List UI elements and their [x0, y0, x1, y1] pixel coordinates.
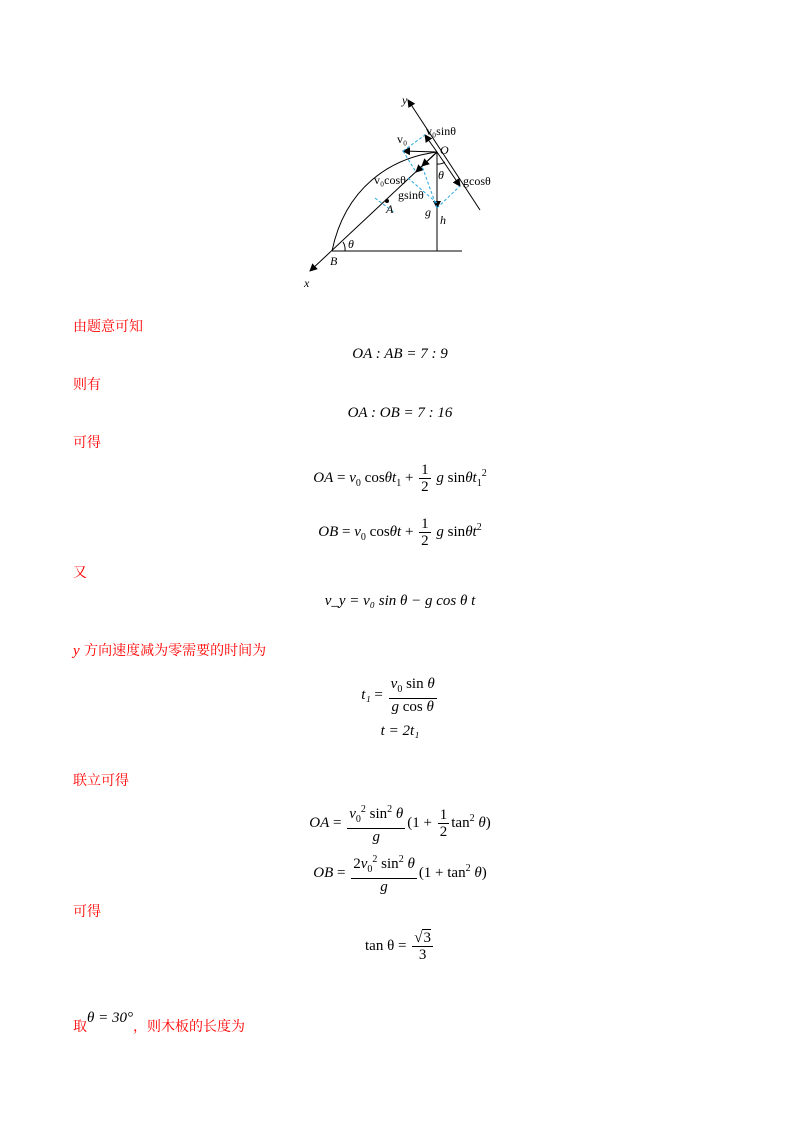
label-h: h [440, 213, 446, 227]
label-y-var: y [73, 643, 80, 659]
incline-diagram [290, 88, 520, 293]
label-take-theta [73, 1010, 245, 1036]
equation-t1: t₁ = $\frac{v_0 \sin \theta}{\text{g cos θ}}$ [361, 676, 435, 715]
equation-tan: tan θ = $\frac{√3}{3}$ [365, 930, 431, 963]
eq6-lhs: t₁ [361, 686, 371, 703]
v0-arrow [403, 151, 437, 152]
label-y-time [73, 642, 266, 660]
equation-oa-result: OA = $\frac{v_0^2 \sin^2 \theta}{g}$ (1 + $\frac{1}{2}$ $\tan^2 \theta$) [309, 804, 491, 845]
fraction-ob: $\frac{2v_0^2 \sin^2 \theta}{g}$ [353, 854, 415, 895]
label-g: g [425, 205, 431, 219]
eq9-lhs: OB [313, 864, 334, 881]
label-take: 取 [73, 1019, 87, 1035]
label-obtain-1: 可得 [73, 435, 101, 451]
label-v0cos: v₀cosθ [374, 173, 406, 187]
label-combine: 联立可得 [73, 773, 129, 789]
label-v0: v₀ [397, 132, 408, 146]
label-also: 又 [73, 565, 87, 581]
label-y-text: 方向速度减为零需要的时间为 [79, 643, 267, 659]
eq3-lhs: OA [313, 469, 334, 486]
eq8-lhs: OA [309, 814, 330, 831]
equation-oa-displacement: OA = $v_0$ cosθt$_1$ + $\frac{1}{2}$ g sinθt$_1^2$ [313, 462, 487, 495]
eq4-lhs: OB [318, 523, 339, 540]
label-a: A [386, 202, 394, 216]
label-then: 则有 [73, 377, 101, 393]
angle-arc-o [437, 162, 445, 164]
label-v0sin: v₀sinθ [426, 124, 456, 138]
label-theta-bottom: θ [348, 237, 354, 251]
fraction-t1: $\frac{v_0 \sin \theta}{\text{g cos θ}}$ [390, 676, 435, 715]
label-gcos: gcosθ [463, 174, 491, 188]
label-y: y [402, 93, 408, 107]
angle-arc-b [343, 242, 345, 251]
label-b: B [330, 254, 338, 268]
fraction-half-3: $\frac{1}{2}$ [439, 807, 448, 840]
label-board-length: ，则木板的长度为 [133, 1019, 245, 1035]
equation-ob-displacement: OB = $v_0$ cosθt + $\frac{1}{2}$ g sinθt$^2$ [318, 516, 482, 549]
label-gsin: gsinθ [398, 188, 424, 202]
equation-oa-ab: OA : AB = 7 : 9 [352, 346, 448, 362]
label-o: O [440, 143, 449, 157]
eq10-lhs: tan θ [365, 937, 395, 954]
label-theta-top: θ [438, 168, 444, 182]
theta-value: θ = 30° [87, 1010, 133, 1026]
equation-vy: v_y = v₀ sin θ − g cos θ t [324, 593, 476, 609]
fraction-tan: $\frac{√3}{3}$ [414, 930, 431, 963]
equation-t: t = 2t₁ [380, 723, 420, 739]
label-obtain-2: 可得 [73, 904, 101, 920]
label-given: 由题意可知 [73, 319, 143, 335]
projectile-figure [290, 88, 520, 293]
fraction-half: $\frac{1}{2}$ [421, 462, 429, 495]
equation-ob-result: OB = $\frac{2v_0^2 \sin^2 \theta}{g}$ $(1 + \tan^2 \theta)$ [313, 854, 487, 895]
label-x: x [304, 276, 310, 290]
fraction-half-2: $\frac{1}{2}$ [421, 516, 429, 549]
equation-oa-ob: OA : OB = 7 : 16 [347, 405, 453, 421]
fraction-oa: $\frac{v_0^2 \sin^2 \theta}{g}$ [349, 804, 404, 845]
